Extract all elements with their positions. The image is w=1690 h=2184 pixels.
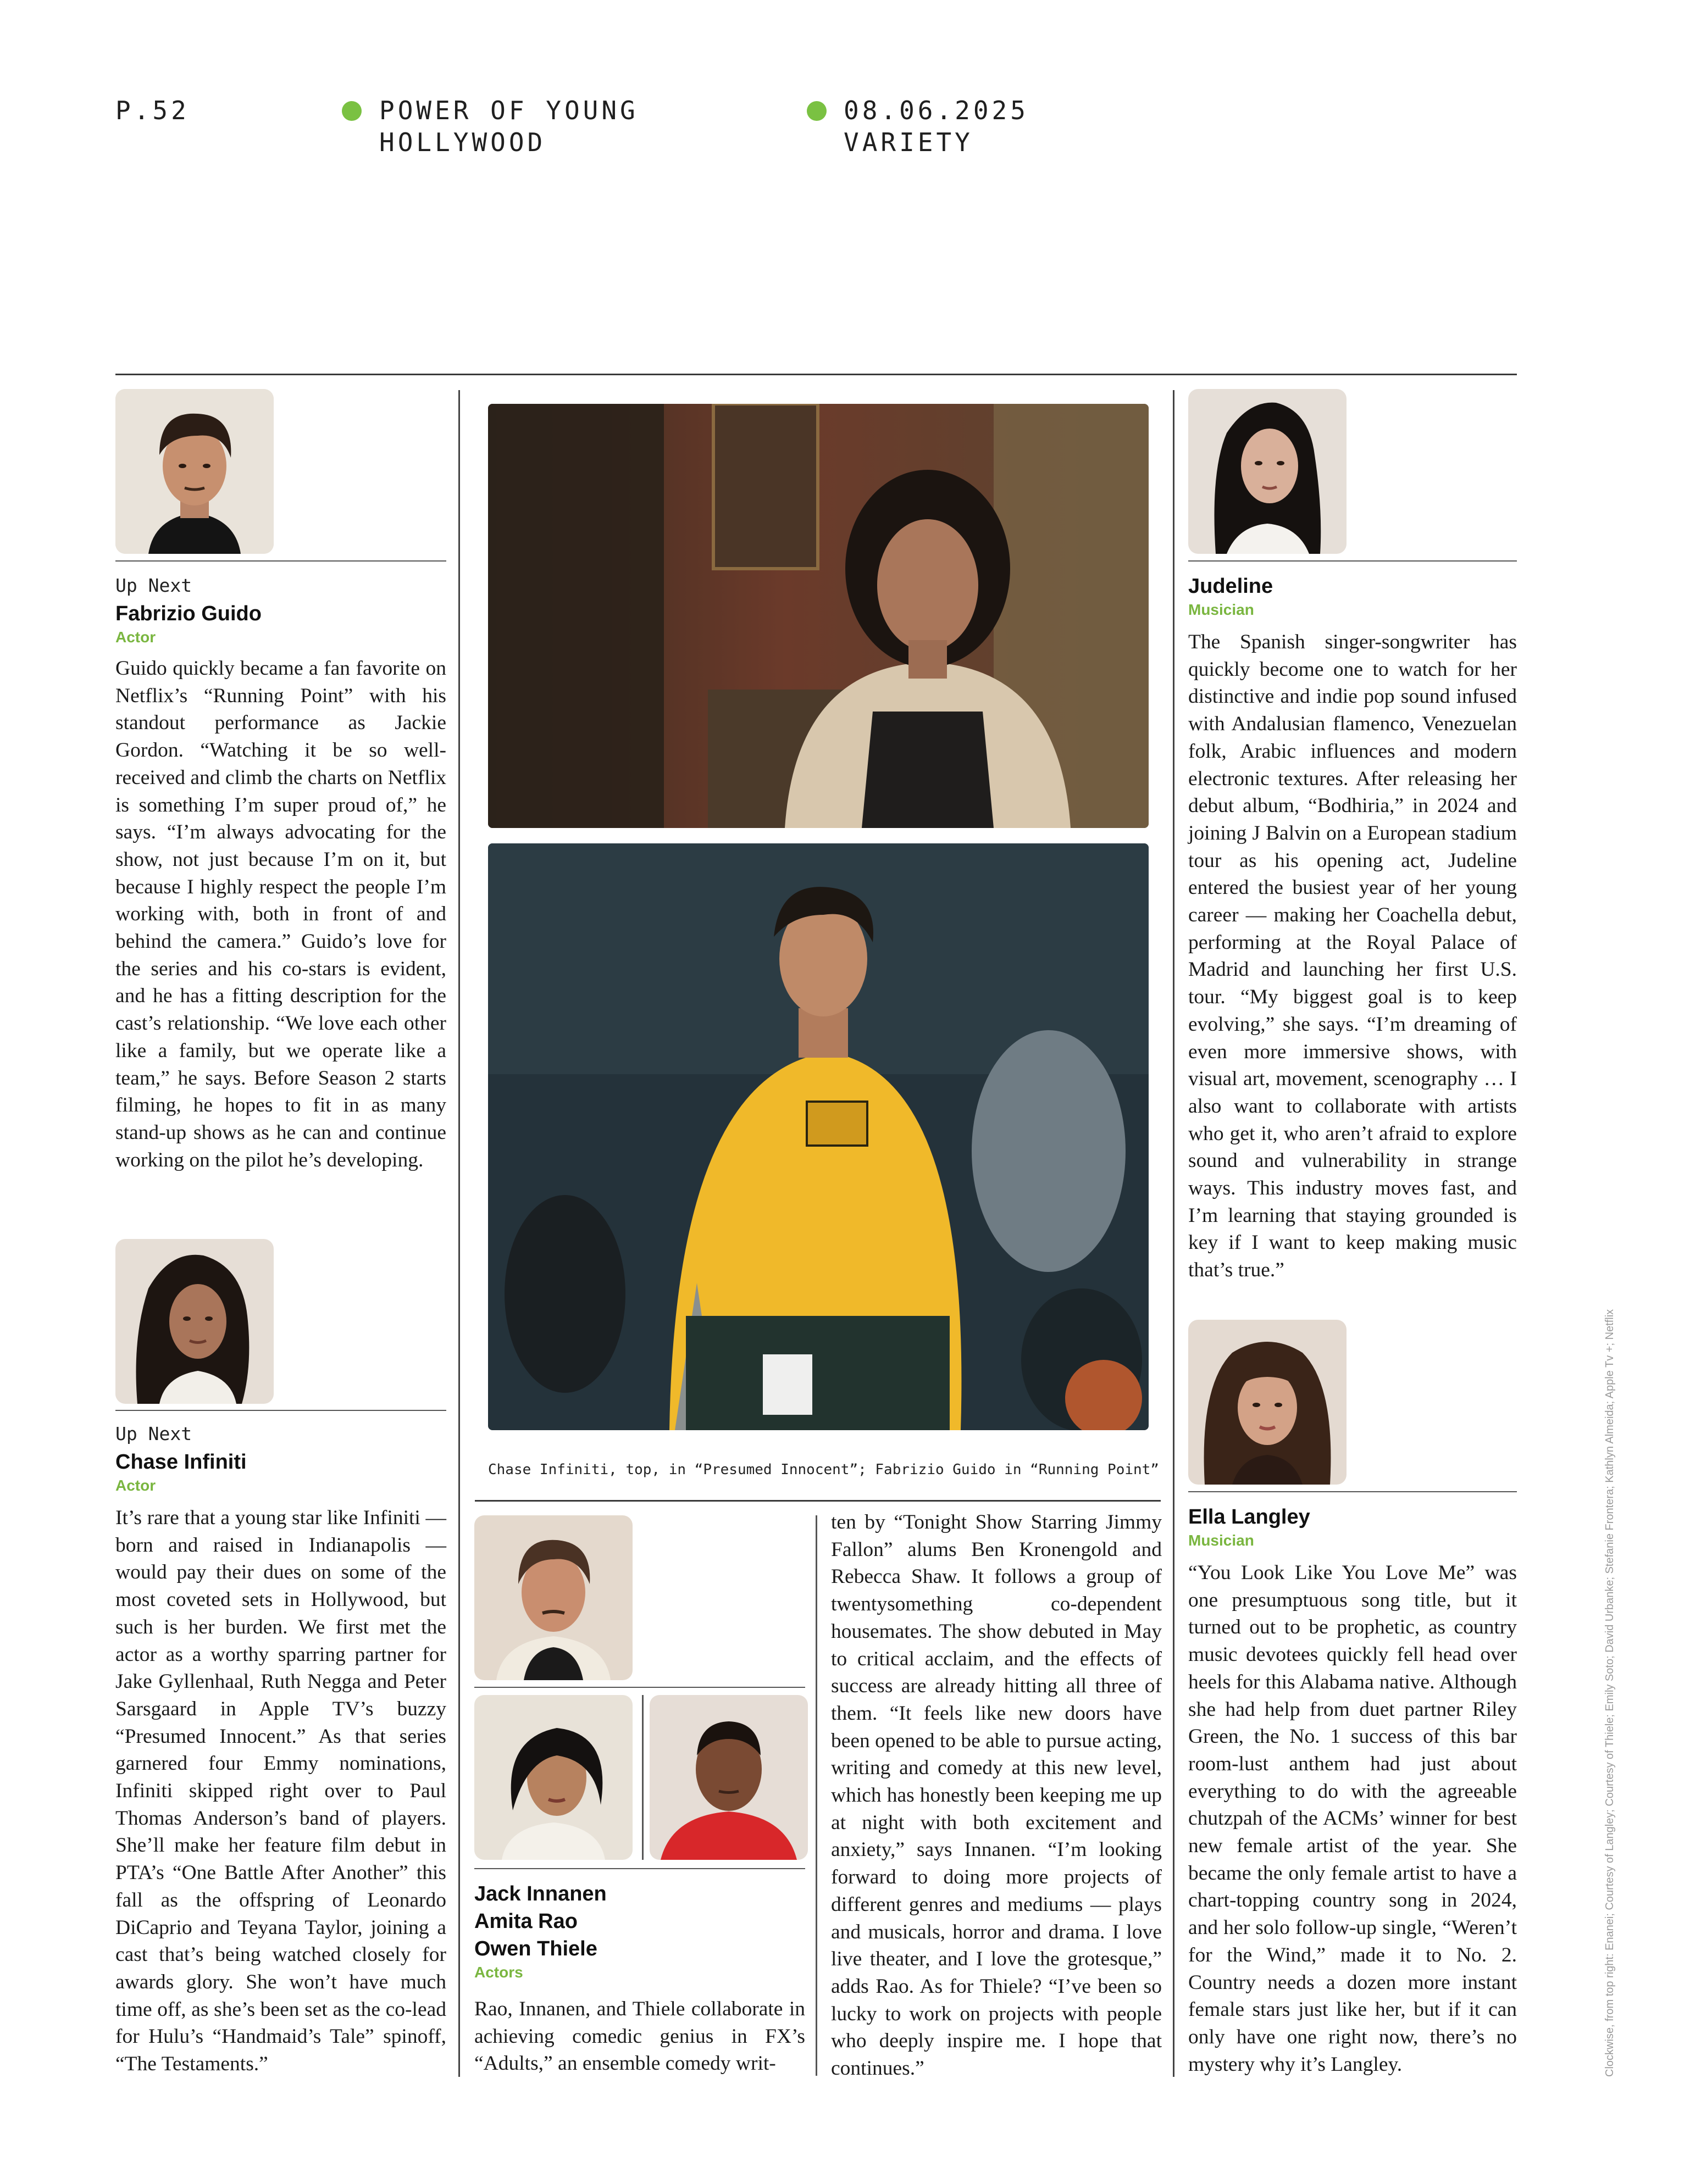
photo-credit: Clockwise, from top right: Enanei; Courtesy of Langley; Courtesy of Thiele; Emily Soto; David Urbanke; Stefanie Frontera; Kathlyn Almeida; Apple Tv +; Netflix xyxy=(1604,1309,1616,2077)
page-number: P.52 xyxy=(115,96,190,125)
chase-infiniti-portrait xyxy=(115,1239,274,1404)
adults-portrait-divider xyxy=(642,1695,644,1860)
chase-name: Chase Infiniti xyxy=(115,1451,247,1474)
owen-thiele-portrait xyxy=(650,1695,808,1860)
date-dot xyxy=(807,101,827,121)
column-divider-left xyxy=(458,390,460,2077)
ella-langley-portrait xyxy=(1188,1320,1347,1485)
ella-name: Ella Langley xyxy=(1188,1505,1310,1529)
fabrizio-section-label: Up Next xyxy=(115,575,192,596)
issue-info xyxy=(844,95,1029,158)
column-divider-right xyxy=(1173,390,1174,2077)
judeline-body: The Spanish singer-songwriter has quickly become one to watch for her distinctive and indie pop sound infused with Andalusian flamenco, Venezuelan folk, Arabic influences and modern electronic textures. After releasing her debut album, “Bodhiria,” in 2024 and joining J Balvin on a European stadium tour as his opening act, Judeline entered the busiest year of her young career — making her Coachella debut, performing at the Royal Palace of Madrid and launching her first U.S. tour. “My biggest goal is to keep evolving,” she says. “I’m dreaming of even more immersive shows, with visual art, movement, scenography … I also want to collaborate with artists who get it, who aren’t afraid to explore sound and vulnerability in strange ways. This industry moves fast, and I’m learning that staying grounded is key if I want to keep making music that’s true.” xyxy=(1188,631,1517,1282)
jack-innanen-name: Jack Innanen xyxy=(474,1882,607,1905)
fabrizio-guido-portrait xyxy=(115,389,274,554)
chase-body: It’s rare that a young star like Infiniti — born and raised in Indianapolis — would pay their dues on some of the most coveted sets in Hollywood, but such is her burden. We first met the actor as a worthy sparring partner for Jake Gyllenhaal, Ruth Negga and Peter Sarsgaard in Apple TV’s buzzy “Presumed Innocent.” As that series garnered four Emmy nominations, Infiniti skipped right over to Paul Thomas Anderson’s band of players. She’ll make her feature film debut in PTA’s “One Battle After Another” this fall as the offspring of Leonardo DiCaprio and Teyana Taylor, joining a cast that’s being watched closely for awards glory. She won’t have much time off, as she’s been set as the co-lead for Hulu’s “Handmaid’s Tale” spinoff, “The Testaments.” xyxy=(115,1507,446,2076)
adults-mid-rule xyxy=(474,1687,805,1688)
fabrizio-role: Actor xyxy=(115,629,156,646)
presumed-innocent-still xyxy=(488,404,1149,828)
section-title-line2: HOLLYWOOD xyxy=(379,127,546,157)
amita-rao-portrait xyxy=(474,1695,633,1860)
ella-role: Musician xyxy=(1188,1532,1254,1549)
amita-rao-name: Amita Rao xyxy=(474,1910,578,1933)
section-title-line1: POWER OF YOUNG xyxy=(379,96,639,125)
caption-rule xyxy=(475,1500,1161,1502)
adults-column-divider xyxy=(816,1515,817,2076)
ella-rule xyxy=(1188,1491,1517,1492)
chase-section-label: Up Next xyxy=(115,1423,192,1444)
adults-names xyxy=(474,1880,607,1963)
judeline-role: Musician xyxy=(1188,601,1254,618)
top-rule xyxy=(115,374,1517,375)
section-dot xyxy=(342,101,362,121)
adults-body-col1: Rao, Innanen, and Thiele collaborate in achieving comedic genius in FX’s “Adults,” an ensemble comedy writ- xyxy=(474,1998,805,2075)
fabrizio-body: Guido quickly became a fan favorite on Netflix’s “Running Point” with his standout performance as Jackie Gordon. “Watching it be so well-received and climb the charts on Netflix is something I’m super proud of,” he says. “I’m always advocating for the show, not just because I’m on it, but because I highly respect the people I’m working with, both in front of and behind the camera.” Guido’s love for the series and his co-stars is evident, and he has a fitting description for the cast’s relationship. “We love each other like a family, but we operate like a team,” he says. Before Season 2 starts filming, he hopes to fit in as many stand-up shows as he can and continue working on the pilot he’s developing. xyxy=(115,657,446,1171)
section-title xyxy=(379,95,639,158)
adults-bottom-rule xyxy=(474,1868,805,1869)
fabrizio-rule xyxy=(115,560,446,562)
chase-rule xyxy=(115,1410,446,1411)
adults-body-col2: ten by “Tonight Show Starring Jimmy Fallon” alums Ben Kronengold and Rebecca Shaw. It follows a group of twentysomething co-dependent housemates. The show debuted in May to critical acclaim, and the effects of success are already hitting all three of them. “It feels like new doors have been opened to be able to pursue acting, writing and comedy at this new level, which has honestly been keeping me up at night with both excitement and anxiety,” says Innanen. “I’m looking forward to doing more projects of different genres and mediums — plays and musicals, horror and drama. I love live theater, and I love the grotesque,” adds Rao. As for Thiele? “I’ve been so lucky to work on projects with people who deeply inspire me. I hope that continues.” xyxy=(831,1511,1162,2080)
owen-thiele-name: Owen Thiele xyxy=(474,1937,597,1960)
judeline-portrait xyxy=(1188,389,1347,554)
photo-caption: Chase Infiniti, top, in “Presumed Innocent”; Fabrizio Guido in “Running Point” xyxy=(488,1461,1159,1478)
fabrizio-name: Fabrizio Guido xyxy=(115,602,262,625)
judeline-name: Judeline xyxy=(1188,575,1273,598)
publication-name: VARIETY xyxy=(844,127,973,157)
chase-role: Actor xyxy=(115,1477,156,1494)
ella-body: “You Look Like You Love Me” was one presumptuous song title, but it turned out to be prophetic, as country music devotees quickly fell head over heels for this Alabama native. Although she had help from duet partner Riley Green, the No. 1 success of this bar room-lust anthem had just about everything to do with the agreeable chutzpah of the ACMs’ winner for best new female artist of the year. She became the only female artist to have a chart-topping country song in 2024, and her solo follow-up single, “Weren’t for the Wind,” made it to No. 2. Country needs a dozen more instant female stars just like her, but if it can only have one right now, there’s no mystery why it’s Langley. xyxy=(1188,1561,1517,2076)
jack-innanen-portrait xyxy=(474,1515,633,1680)
running-point-still xyxy=(488,843,1149,1430)
judeline-rule xyxy=(1188,560,1517,562)
issue-date: 08.06.2025 xyxy=(844,96,1029,125)
adults-role: Actors xyxy=(474,1964,523,1981)
